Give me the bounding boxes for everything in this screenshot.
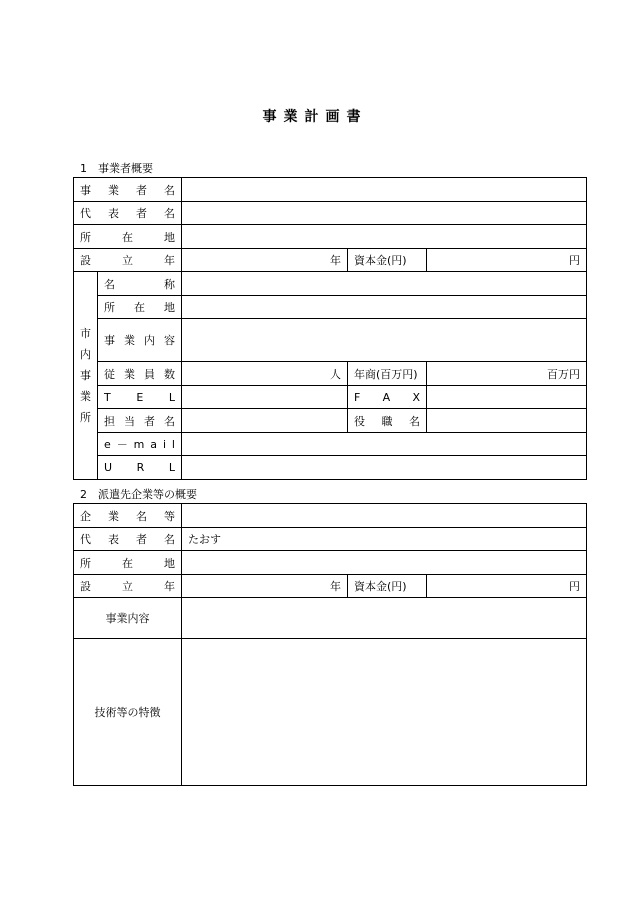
value-fax[interactable] bbox=[427, 386, 587, 409]
label-char: 表 bbox=[108, 207, 119, 220]
label-char: A bbox=[382, 390, 391, 404]
label-char: 地 bbox=[164, 230, 175, 244]
label-company-rep bbox=[74, 528, 182, 551]
label-char: 年 bbox=[164, 580, 175, 593]
label-char: 者 bbox=[136, 183, 147, 197]
label-char: 在 bbox=[122, 230, 133, 244]
value-url[interactable] bbox=[182, 456, 587, 480]
label-char: － bbox=[116, 438, 128, 451]
value-capital[interactable]: 円 bbox=[427, 249, 587, 272]
label-char: 企 bbox=[80, 509, 91, 523]
label-char: 地 bbox=[164, 556, 175, 570]
value-company-business[interactable] bbox=[182, 598, 587, 639]
value-tech-features[interactable] bbox=[182, 639, 587, 786]
value-office-name[interactable] bbox=[182, 272, 587, 296]
section2-table bbox=[73, 503, 587, 786]
label-char: F bbox=[354, 390, 361, 404]
value-company-capital[interactable]: 円 bbox=[427, 575, 587, 598]
value-established[interactable]: 年 bbox=[182, 249, 348, 272]
label-address bbox=[74, 225, 182, 249]
label-char: 名 bbox=[409, 414, 420, 428]
value-office-business[interactable] bbox=[182, 319, 587, 362]
label-char: 表 bbox=[108, 533, 119, 546]
label-company-business: 事業内容 bbox=[74, 598, 182, 639]
value-tel[interactable] bbox=[182, 386, 348, 409]
label-contact bbox=[98, 409, 182, 433]
label-char: 所 bbox=[104, 301, 115, 314]
label-char: 名 bbox=[164, 207, 175, 220]
label-char: 業 bbox=[108, 183, 119, 197]
label-capital: 資本金(円) bbox=[348, 249, 427, 272]
label-char: 所 bbox=[80, 411, 91, 424]
value-business-name[interactable] bbox=[182, 178, 587, 202]
label-char: 称 bbox=[164, 277, 175, 291]
label-char: 名 bbox=[164, 183, 175, 197]
label-char: e bbox=[104, 437, 111, 451]
label-char: 容 bbox=[164, 334, 175, 347]
label-char: l bbox=[171, 437, 175, 451]
label-representative bbox=[74, 202, 182, 225]
label-char: 名 bbox=[164, 533, 175, 546]
label-char: 当 bbox=[124, 414, 135, 428]
label-char: T bbox=[104, 390, 111, 404]
label-char: 代 bbox=[80, 533, 91, 546]
label-char: 内 bbox=[80, 348, 91, 361]
label-char: 名 bbox=[164, 414, 175, 428]
label-char: 在 bbox=[134, 301, 145, 314]
label-email bbox=[98, 433, 182, 456]
label-char: L bbox=[168, 390, 175, 404]
label-char: 職 bbox=[381, 414, 393, 428]
value-email[interactable] bbox=[182, 433, 587, 456]
label-char: 代 bbox=[80, 207, 91, 220]
value-company-address[interactable] bbox=[182, 551, 587, 575]
label-char: 名 bbox=[104, 277, 115, 291]
label-company-address bbox=[74, 551, 182, 575]
label-char: 設 bbox=[80, 580, 91, 593]
label-char: 者 bbox=[136, 207, 147, 220]
label-char: 事 bbox=[104, 334, 115, 347]
label-established bbox=[74, 249, 182, 272]
label-char: 地 bbox=[164, 301, 175, 314]
label-char: 業 bbox=[124, 334, 135, 347]
label-char: X bbox=[412, 390, 420, 404]
label-char: 役 bbox=[354, 414, 365, 428]
label-tech-features: 技術等の特徴 bbox=[74, 639, 182, 786]
label-office-address bbox=[98, 296, 182, 319]
value-company-established[interactable]: 年 bbox=[182, 575, 348, 598]
value-address[interactable] bbox=[182, 225, 587, 249]
page-title: 事業計画書 bbox=[262, 109, 368, 125]
label-char: 業 bbox=[124, 367, 135, 381]
label-business-name bbox=[74, 178, 182, 202]
value-office-address[interactable] bbox=[182, 296, 587, 319]
value-position[interactable] bbox=[427, 409, 587, 433]
label-char: 立 bbox=[122, 254, 133, 267]
label-sales: 年商(百万円) bbox=[348, 362, 427, 386]
label-char: 立 bbox=[122, 580, 133, 593]
label-char: 者 bbox=[144, 414, 155, 428]
value-employees[interactable]: 人 bbox=[182, 362, 348, 386]
label-employees bbox=[98, 362, 182, 386]
label-char: 担 bbox=[104, 414, 115, 428]
label-char: E bbox=[136, 390, 144, 404]
section1-heading: 1 事業者概要 bbox=[80, 162, 153, 175]
label-char: a bbox=[150, 437, 158, 451]
label-char: 市 bbox=[80, 327, 91, 340]
label-char: i bbox=[162, 437, 166, 451]
label-office-name bbox=[98, 272, 182, 296]
section2-heading: 2 派遣先企業等の概要 bbox=[80, 488, 197, 501]
label-position bbox=[348, 409, 427, 433]
label-char: U bbox=[104, 461, 113, 474]
label-char: 在 bbox=[122, 556, 133, 570]
label-company-capital: 資本金(円) bbox=[348, 575, 427, 598]
label-char: 従 bbox=[104, 367, 115, 381]
label-char: 年 bbox=[164, 254, 175, 267]
value-representative[interactable] bbox=[182, 202, 587, 225]
label-char: R bbox=[136, 461, 145, 474]
label-office-group bbox=[74, 272, 98, 480]
label-tel bbox=[98, 386, 182, 409]
label-char: 所 bbox=[80, 230, 91, 244]
label-char: 内 bbox=[144, 334, 155, 347]
label-url bbox=[98, 456, 182, 480]
label-char: 者 bbox=[136, 533, 147, 546]
value-contact[interactable] bbox=[182, 409, 348, 433]
label-char: 等 bbox=[164, 509, 175, 523]
label-company-established bbox=[74, 575, 182, 598]
label-fax bbox=[348, 386, 427, 409]
label-char: 員 bbox=[144, 367, 155, 381]
label-char: m bbox=[133, 437, 145, 451]
label-char: 所 bbox=[80, 556, 91, 570]
label-char: 名 bbox=[136, 509, 147, 523]
label-char: 事 bbox=[80, 183, 91, 197]
label-char: 業 bbox=[80, 390, 91, 403]
value-company-rep[interactable]: たおす bbox=[182, 528, 587, 551]
label-char: L bbox=[168, 461, 175, 474]
value-sales[interactable]: 百万円 bbox=[427, 362, 587, 386]
label-company bbox=[74, 504, 182, 528]
label-char: 事 bbox=[80, 369, 91, 382]
label-char: 設 bbox=[80, 254, 91, 267]
label-char: 数 bbox=[164, 367, 175, 381]
value-company[interactable] bbox=[182, 504, 587, 528]
section1-table bbox=[73, 177, 587, 480]
label-office-business bbox=[98, 319, 182, 362]
label-char: 業 bbox=[108, 509, 119, 523]
